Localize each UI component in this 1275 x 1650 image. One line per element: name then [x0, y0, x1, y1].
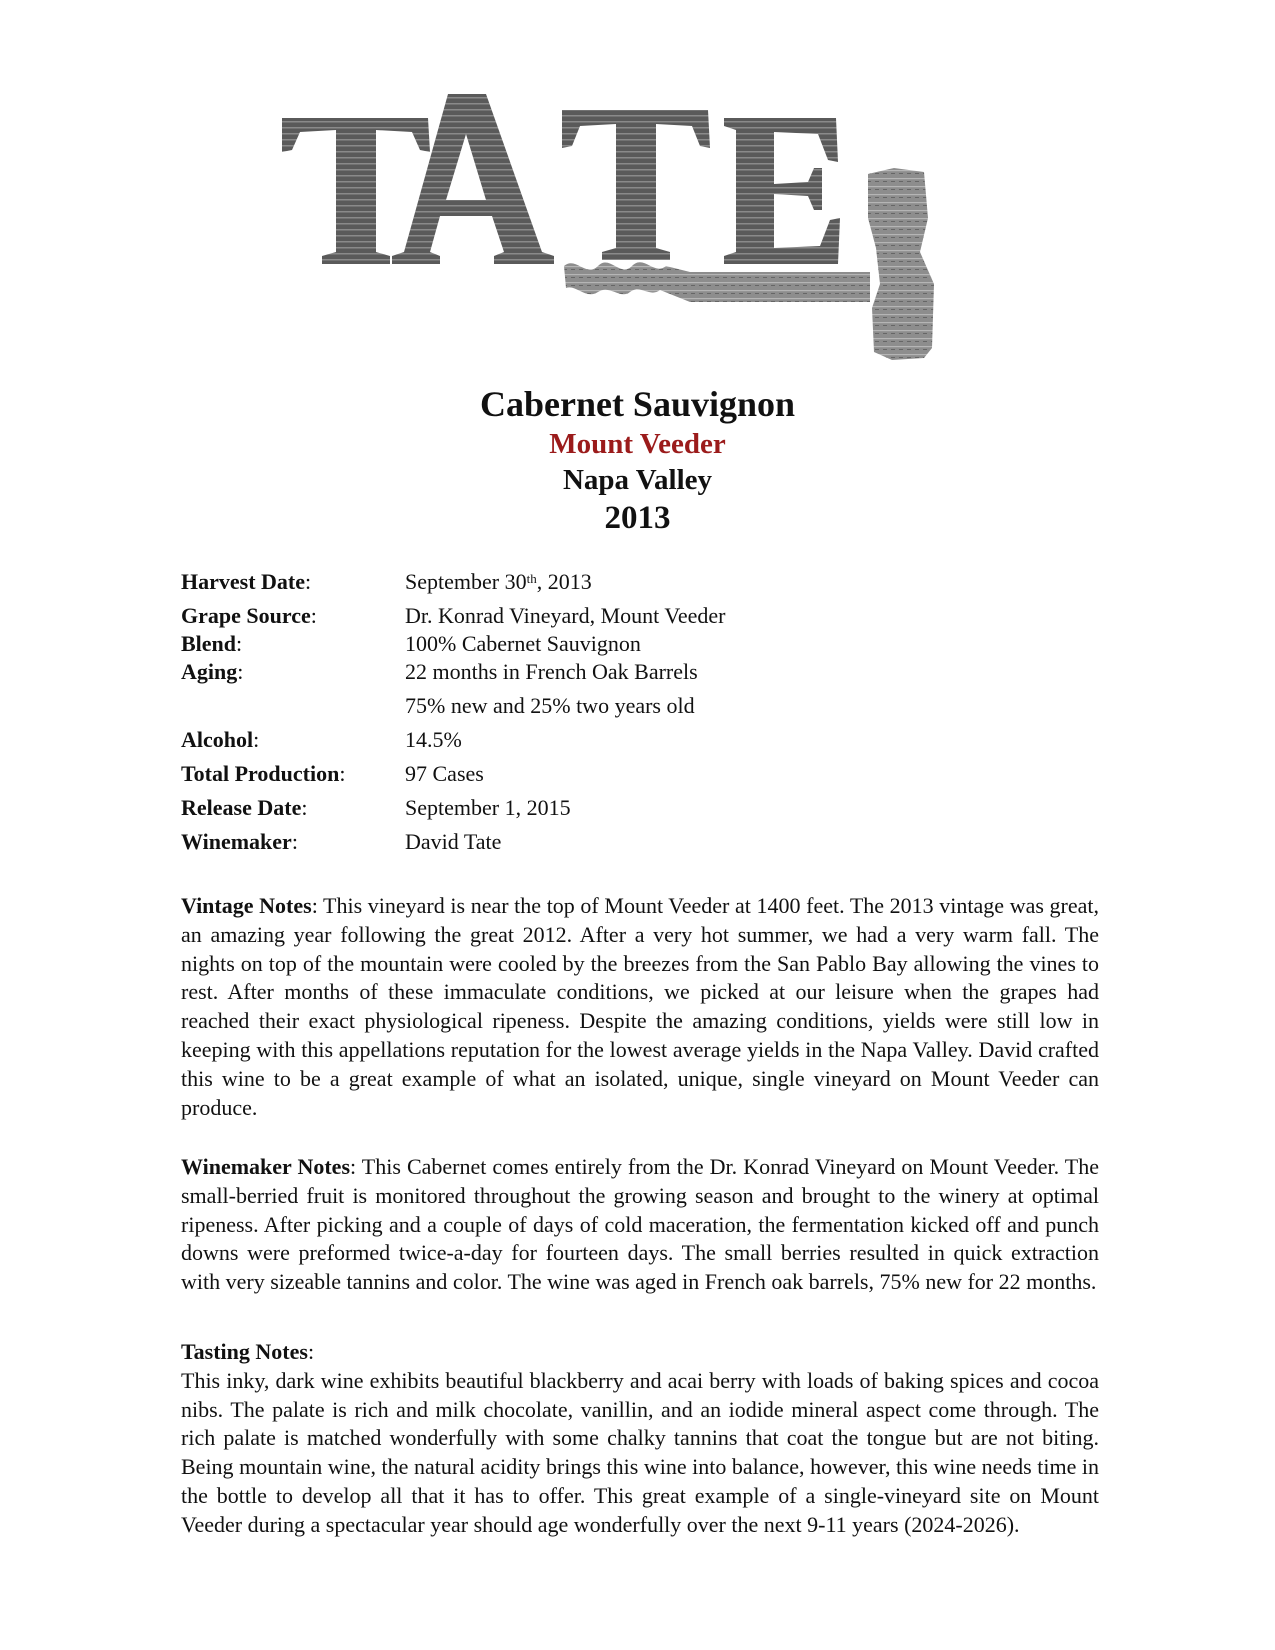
winemaker-notes-text: This Cabernet comes entirely from the Dr. Konrad Vineyard on Mount Veeder. The small-berried fruit is monitored throughout the growing season and brought to the winery at optimal ripeness. After picking and a couple of days of cold maceration, the fermentation kicked off and punch downs were preformed twice-a-day for fourteen days. The small berries resulted in quick extraction with very sizeable tannins and color. The wine was aged in French oak barrels, 75% new for 22 months. [181, 1154, 1100, 1295]
site-subtitle: Mount Veeder [549, 428, 726, 460]
spec-row-release: Release Date: September 1, 2015 [181, 794, 1101, 822]
spec-value-aging: 22 months in French Oak Barrels [405, 659, 698, 684]
spec-label-aging: Aging [181, 659, 238, 684]
spec-label-alcohol: Alcohol [181, 727, 254, 752]
spec-value-alcohol: 14.5% [405, 727, 462, 752]
spec-value-harvest: September 30th, 2013 [405, 569, 592, 594]
varietal-title: Cabernet Sauvignon [479, 384, 796, 424]
spec-row-production: Total Production: 97 Cases [181, 760, 1101, 788]
spec-row-grape-source: Grape Source: Dr. Konrad Vineyard, Mount Veeder [181, 602, 1101, 630]
spec-value-production: 97 Cases [405, 761, 484, 786]
tasting-notes-section: Tasting Notes: This inky, dark wine exhibits beautiful blackberry and acai berry with loads of baking spices and cocoa nibs. The palate is rich and milk chocolate, vanillin, and an iodide mineral aspect come through. The rich palate is matched wonderfully with some chalky tannins that coat the tongue but are not biting. Being mountain wine, the natural acidity brings this wine into balance, however, this wine needs time in the bottle to develop all that it has to offer. This great example of a single-vineyard site on Mount Veeder during a spectacular year should age wonderfully over the next 9-11 years (2024-2026). [181, 1338, 1099, 1540]
spec-row-harvest: Harvest Date: September 30th, 2013 [181, 568, 1101, 596]
vintage-notes-label: Vintage Notes [181, 893, 312, 918]
spec-label-grape-source: Grape Source [181, 603, 311, 628]
spec-value-grape-source: Dr. Konrad Vineyard, Mount Veeder [405, 603, 726, 628]
vintage-notes-paragraph: Vintage Notes: This vineyard is near the top of Mount Veeder at 1400 feet. The 2013 vintage was great, an amazing year following the great 2012. After a very hot summer, we had a very warm fall. The nights on top of the mountain were cooled by the breezes from the San Pablo Bay allowing the vines to rest. After months of these immaculate conditions, we picked at our leisure when the grapes had reached their exact physiological ripeness. Despite the amazing conditions, yields were still low in keeping with this appellations reputation for the lowest average yields in the Napa Valley. David crafted this wine to be a great example of what an isolated, unique, single vineyard on Mount Veeder can produce. [181, 893, 1100, 1120]
spec-row-aging: Aging: 22 months in French Oak Barrels [181, 658, 1101, 686]
spec-label-winemaker: Winemaker [181, 829, 292, 854]
winemaker-notes-label: Winemaker Notes [181, 1154, 350, 1179]
spec-row-aging-detail [181, 692, 1101, 720]
logo-letter-e-icon [724, 118, 840, 264]
vintage-notes-text: This vineyard is near the top of Mount Veeder at 1400 feet. The 2013 vintage was great, an amazing year following the great 2012. After a very hot summer, we had a very warm fall. The nights on top of the mountain were cooled by the breezes from the San Pablo Bay allowing the vines to rest. After months of these immaculate conditions, we picked at our leisure when the grapes had reached their exact physiological ripeness. Despite the amazing conditions, yields were still low in keeping with this appellations reputation for the lowest average yields in the Napa Valley. David crafted this wine to be a great example of what an isolated, unique, single vineyard on Mount Veeder can produce. [181, 893, 1100, 1120]
tate-logo [280, 88, 960, 388]
spec-label-production: Total Production [181, 761, 340, 786]
spec-value-winemaker: David Tate [405, 829, 502, 854]
spec-value-release: September 1, 2015 [405, 795, 571, 820]
spec-label-harvest: Harvest Date [181, 569, 306, 594]
region-subtitle: Napa Valley [562, 464, 713, 496]
winemaker-notes-paragraph: Winemaker Notes: This Cabernet comes entirely from the Dr. Konrad Vineyard on Mount Veeder. The small-berried fruit is monitored throughout the growing season and brought to the winery at optimal ripeness. After picking and a couple of days of cold maceration, the fermentation kicked off and punch downs were preformed twice-a-day for fourteen days. The small berries resulted in quick extraction with very sizeable tannins and color. The wine was aged in French oak barrels, 75% new for 22 months. [181, 1154, 1100, 1295]
logo-letter-t2-icon [562, 110, 710, 260]
wine-header [0, 382, 1275, 538]
vintage-year: 2013 [604, 500, 671, 536]
spec-table [181, 568, 1101, 856]
tasting-notes-label: Tasting Notes [181, 1339, 308, 1364]
spec-value-aging-detail: 75% new and 25% two years old [405, 693, 695, 718]
spec-value-blend: 100% Cabernet Sauvignon [405, 631, 641, 656]
spec-row-blend: Blend: 100% Cabernet Sauvignon [181, 630, 1101, 658]
spec-row-winemaker: Winemaker: David Tate [181, 828, 1101, 856]
spec-row-alcohol: Alcohol: 14.5% [181, 726, 1101, 754]
spec-label-release: Release Date [181, 795, 302, 820]
spec-label-blend: Blend [181, 631, 237, 656]
tasting-notes-text: This inky, dark wine exhibits beautiful blackberry and acai berry with loads of baking spices and cocoa nibs. The palate is rich and milk chocolate, vanillin, and an iodide mineral aspect come through. The rich palate is matched wonderfully with some chalky tannins that coat the tongue but are not biting. Being mountain wine, the natural acidity brings this wine into balance, however, this wine needs time in the bottle to develop all that it has to offer. This great example of a single-vineyard site on Mount Veeder during a spectacular year should age wonderfully over the next 9-11 years (2024-2026). [181, 1367, 1099, 1537]
